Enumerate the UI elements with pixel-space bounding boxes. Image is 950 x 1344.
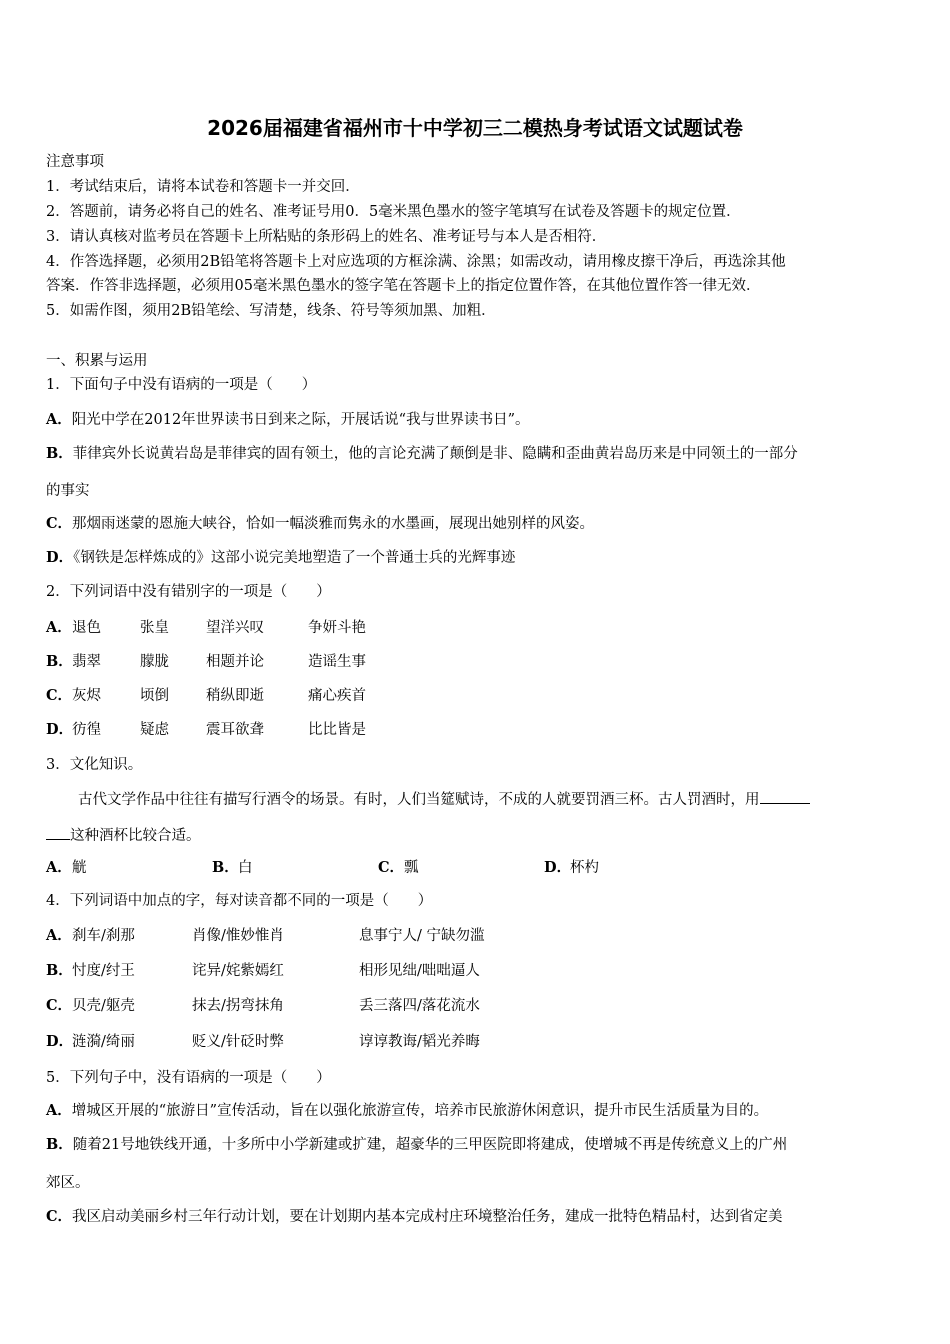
notice-item: 3．请认真核对监考员在答题卡上所粘贴的条形码上的姓名、准考证号与本人是否相符． bbox=[46, 229, 607, 245]
word: 退色 bbox=[72, 620, 101, 636]
option-label: C． bbox=[46, 997, 73, 1014]
option-label bbox=[46, 686, 72, 706]
word: 翡翠 bbox=[72, 654, 101, 670]
option-text: 瓢 bbox=[404, 860, 419, 876]
word: 朦胧 bbox=[140, 654, 169, 670]
option-c bbox=[46, 514, 594, 534]
option-b bbox=[46, 444, 798, 464]
option-d bbox=[46, 720, 366, 740]
section-heading: 一、积累与运用 bbox=[46, 353, 148, 369]
option-a bbox=[46, 1101, 768, 1121]
word: 造谣生事 bbox=[308, 654, 366, 670]
word: 疑虑 bbox=[140, 722, 169, 738]
option-d bbox=[46, 1032, 480, 1052]
option-b bbox=[46, 1135, 787, 1155]
option-label: A． bbox=[46, 1102, 72, 1119]
word: 望洋兴叹 bbox=[206, 620, 264, 636]
option-text: 那烟雨迷蒙的恩施大峡谷，恰如一幅淡雅而隽永的水墨画，展现出她别样的风姿。 bbox=[72, 516, 595, 532]
option-a bbox=[46, 926, 485, 946]
word-pair: 诧异/姹紫嫣红 bbox=[192, 963, 284, 979]
option-text: 增城区开展的“旅游日”宣传活动，旨在以强化旅游宣传，培养市民旅游休闲意识，提升市民生活质量为目的。 bbox=[71, 1103, 769, 1119]
option-d bbox=[46, 548, 515, 568]
notice-heading: 注意事项 bbox=[46, 154, 104, 170]
option-text: 菲律宾外长说黄岩岛是菲律宾的固有领土，他的言论充满了颠倒是非、隐瞒和歪曲黄岩岛历来是中同领土的一部分 bbox=[72, 446, 798, 462]
option-label bbox=[378, 858, 404, 878]
option-label bbox=[46, 961, 72, 981]
question-stem: 5．下列句子中，没有语病的一项是（ ） bbox=[46, 1070, 331, 1086]
option-a bbox=[46, 618, 366, 638]
option-label: A． bbox=[46, 927, 72, 944]
option-label: D． bbox=[46, 721, 74, 738]
word: 灰烬 bbox=[72, 688, 101, 704]
word-pair: 贬义/针砭时弊 bbox=[192, 1034, 284, 1050]
option-label: A． bbox=[46, 859, 72, 876]
option-text: 杯杓 bbox=[570, 860, 599, 876]
option-label bbox=[46, 652, 72, 672]
option-label bbox=[544, 858, 570, 878]
option-text: 我区启动美丽乡村三年行动计划，要在计划期内基本完成村庄环境整治任务，建成一批特色精品村，达到省定美 bbox=[72, 1209, 783, 1225]
word: 相题并论 bbox=[206, 654, 264, 670]
word-pair: 肖像/惟妙惟肖 bbox=[192, 928, 284, 944]
notice-item: 5．如需作图，须用2B铅笔绘、写清楚，线条、符号等须加黑、加粗． bbox=[46, 303, 496, 319]
option-b-continued: 郊区。 bbox=[46, 1175, 90, 1191]
option-label: C． bbox=[46, 1208, 73, 1225]
word-pair: 刹车/刹那 bbox=[72, 928, 135, 944]
question-stem: 2．下列词语中没有错别字的一项是（ ） bbox=[46, 584, 331, 600]
notice-item: 4．作答选择题，必须用2B铅笔将答题卡上对应选项的方框涂满、涂黑；如需改动，请用橡皮擦干净后，再选涂其他 bbox=[46, 254, 786, 270]
notice-item: 答案．作答非选择题，必须用05毫米黑色墨水的签字笔在答题卡上的指定位置作答，在其他位置作答一律无效． bbox=[46, 278, 761, 294]
word: 顷倒 bbox=[140, 688, 169, 704]
option-c bbox=[46, 1207, 783, 1227]
question-stem: 4．下列词语中加点的字，每对读音都不同的一项是（ ） bbox=[46, 893, 433, 909]
option-label: B． bbox=[212, 859, 239, 876]
option-label bbox=[46, 1032, 72, 1052]
notice-item: 1．考试结束后，请将本试卷和答题卡一并交回． bbox=[46, 179, 360, 195]
option-b-continued: 的事实 bbox=[46, 483, 90, 499]
word: 痛心疾首 bbox=[308, 688, 366, 704]
option-label: A． bbox=[46, 411, 72, 428]
passage-text: 这种酒杯比较合适。 bbox=[70, 828, 201, 844]
option-text: 白 bbox=[238, 860, 253, 876]
option-label: C． bbox=[46, 515, 73, 532]
answer-blank bbox=[46, 825, 70, 840]
answer-blank bbox=[760, 789, 810, 804]
word: 震耳欲聋 bbox=[206, 722, 264, 738]
option-label: A． bbox=[46, 619, 72, 636]
option-a bbox=[46, 410, 530, 430]
word: 彷徨 bbox=[72, 722, 101, 738]
option-label bbox=[46, 720, 72, 740]
option-label: D． bbox=[544, 859, 572, 876]
notice-item: 2．答题前，请务必将自己的姓名、准考证号用0．5毫米黑色墨水的签字笔填写在试卷及答题卡的规定位置． bbox=[46, 204, 741, 220]
option-label: D． bbox=[46, 1033, 74, 1050]
question-stem: 1．下面句子中没有语病的一项是（ ） bbox=[46, 377, 317, 393]
word-pair: 抹去/拐弯抹角 bbox=[192, 998, 284, 1014]
word-pair: 息事宁人/ 宁缺勿滥 bbox=[359, 928, 485, 944]
option-text: 《钢铁是怎样炼成的》这部小说完美地塑造了一个普通士兵的光辉事迹 bbox=[73, 550, 516, 566]
word-pair: 忖度/纣王 bbox=[72, 963, 135, 979]
option-label: B． bbox=[46, 653, 73, 670]
option-b bbox=[46, 961, 480, 981]
word-pair: 贝壳/躯壳 bbox=[72, 998, 135, 1014]
option-c bbox=[46, 996, 480, 1016]
option-label: B． bbox=[46, 962, 73, 979]
option-row bbox=[46, 858, 599, 878]
word: 比比皆是 bbox=[308, 722, 366, 738]
word-pair: 谆谆教诲/韬光养晦 bbox=[359, 1034, 480, 1050]
passage-text: 古代文学作品中往往有描写行酒令的场景。有时，人们当筵赋诗，不成的人就要罚酒三杯。古人罚酒时，用 bbox=[78, 792, 760, 808]
option-label: B． bbox=[46, 1136, 73, 1153]
option-text: 阳光中学在2012年世界读书日到来之际，开展话说“我与世界读书日”。 bbox=[71, 412, 530, 428]
word-pair: 丢三落四/落花流水 bbox=[359, 998, 480, 1014]
option-c bbox=[46, 686, 366, 706]
option-label: D． bbox=[46, 549, 74, 566]
option-b bbox=[46, 652, 366, 672]
option-label bbox=[46, 858, 72, 878]
word: 稍纵即逝 bbox=[206, 688, 264, 704]
option-label bbox=[212, 858, 238, 878]
page-title: 2026届福建省福州市十中学初三二模热身考试语文试题试卷 bbox=[207, 116, 743, 140]
question-passage bbox=[78, 789, 810, 810]
question-passage-continued bbox=[46, 825, 201, 846]
question-stem: 3．文化知识。 bbox=[46, 757, 143, 773]
word-pair: 相形见绌/咄咄逼人 bbox=[359, 963, 480, 979]
word-pair: 涟漪/绮丽 bbox=[72, 1034, 135, 1050]
word: 张皇 bbox=[140, 620, 169, 636]
option-label: C． bbox=[378, 859, 405, 876]
option-label bbox=[46, 926, 72, 946]
option-text: 觥 bbox=[72, 860, 87, 876]
option-label: B． bbox=[46, 445, 73, 462]
option-label bbox=[46, 618, 72, 638]
word: 争妍斗艳 bbox=[308, 620, 366, 636]
option-text: 随着21号地铁线开通，十多所中小学新建或扩建，超豪华的三甲医院即将建成，使增城不再是传统意义上的广州 bbox=[72, 1137, 788, 1153]
option-label bbox=[46, 996, 72, 1016]
option-label: C． bbox=[46, 687, 73, 704]
